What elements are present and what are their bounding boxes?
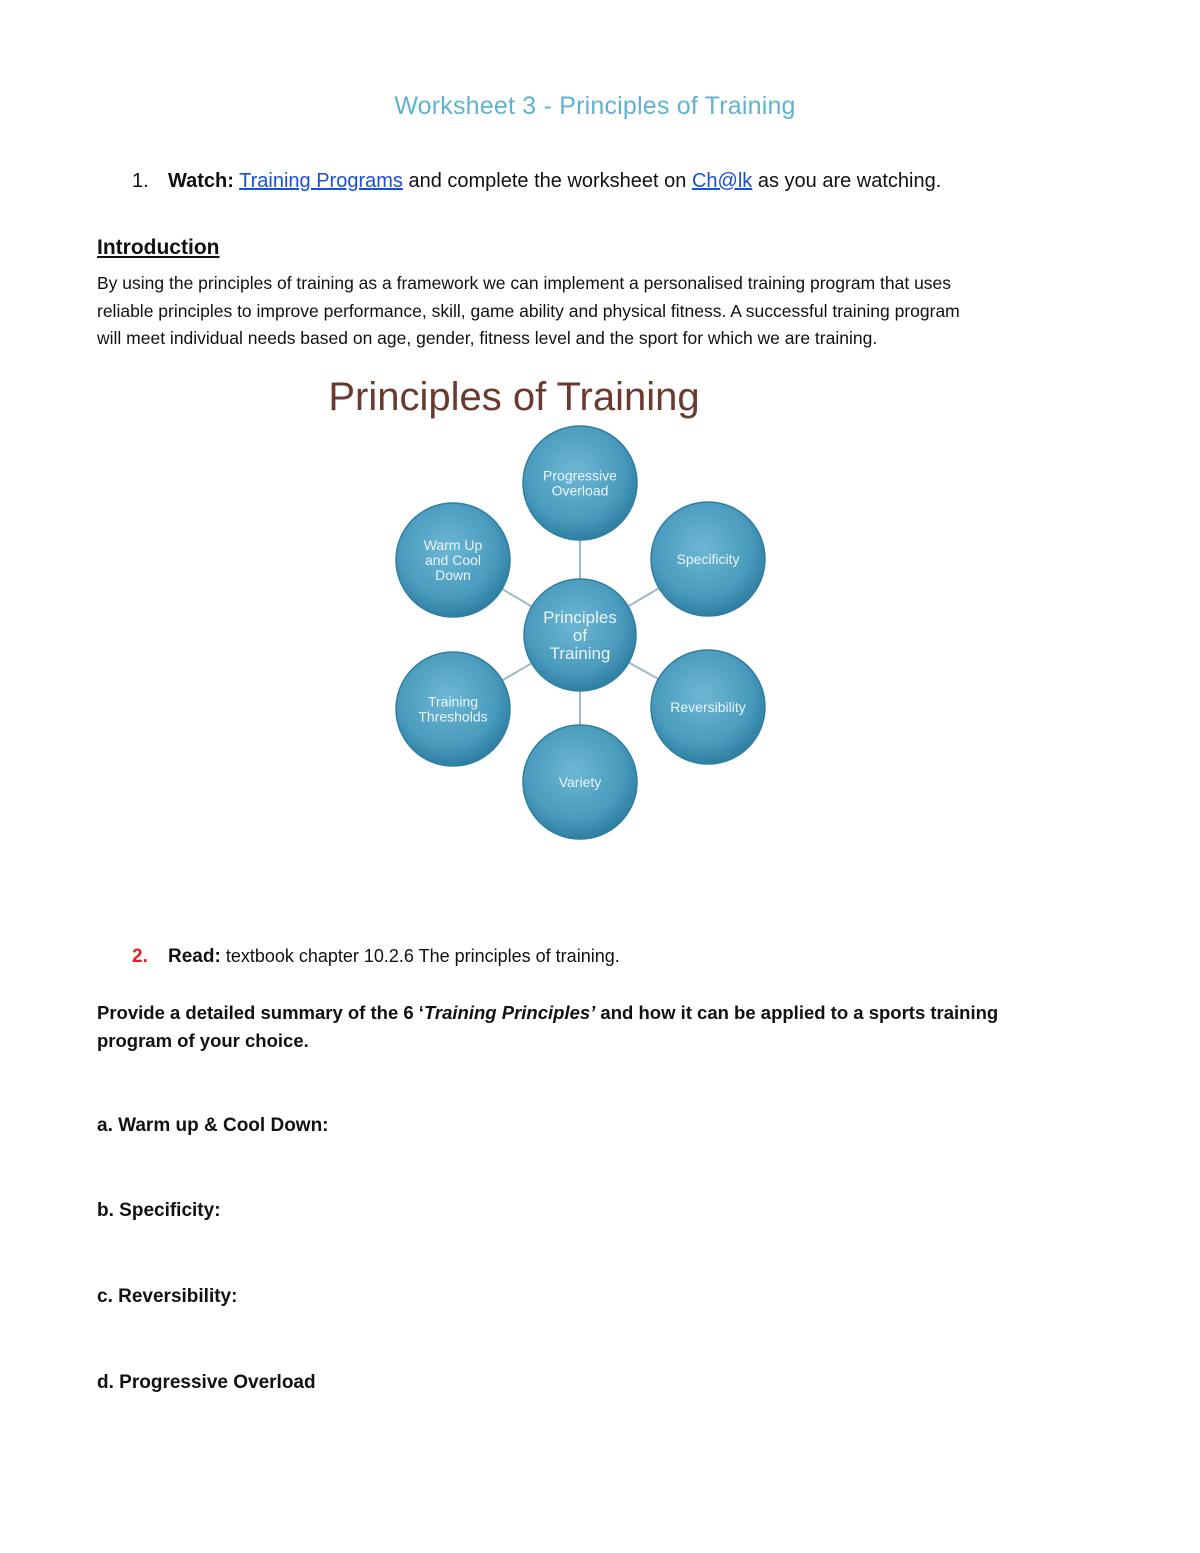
intro-line: will meet individual needs based on age, gender, fitness level and the sport for which we are training. [97,328,878,348]
principle-node [523,426,637,540]
question-warm-up: a. Warm up & Cool Down: [97,1115,329,1136]
principle-label: Specificity [676,550,740,567]
center-node [524,579,636,691]
question-specificity: b. Specificity: [97,1200,221,1221]
connector-line [502,663,531,680]
principle-label: Variety [558,773,602,790]
center-label: of [572,625,588,645]
connector-line [628,588,659,606]
principle-label: and Cool [424,551,482,568]
task-text: Provide a detailed summary of the 6 ‘ [97,1002,424,1023]
task-line-1 [97,999,1057,1027]
principle-label: Down [435,566,471,583]
training-programs-link[interactable]: Training Programs [239,170,403,192]
principle-label: Overload [551,482,609,499]
intro-line: By using the principles of training as a framework we can implement a personalised training program that uses [97,273,952,293]
read-label: Read: [168,946,221,967]
watch-label: Watch: [168,170,234,192]
introduction-paragraph [97,270,1097,353]
connector-line [502,589,532,607]
task-prompt [97,999,1057,1055]
item-number: 2. [132,946,148,967]
principle-label: Thresholds [418,708,488,725]
task-emphasis: Training Principles’ [423,1002,596,1023]
principle-node [523,725,637,839]
intro-line: reliable principles to improve performance, skill, game ability and physical fitness. A successful training program [97,300,960,321]
item-number: 1. [132,170,149,192]
principle-label: Progressive [543,467,617,484]
principle-node [651,650,765,764]
chalk-link[interactable]: Ch@lk [691,170,753,192]
watch-instruction [132,170,941,193]
principle-label: Warm Up [423,536,483,553]
watch-text-end: as you are watching. [757,170,942,192]
principles-diagram [312,360,812,850]
principle-label: Reversibility [670,698,746,715]
introduction-heading: Introduction [97,236,220,259]
question-reversibility: c. Reversibility: [97,1286,238,1307]
task-text: and how it can be applied to a sports training [595,1002,999,1023]
principle-node [396,503,510,617]
center-label: Principles [543,607,617,627]
center-label: Training [549,643,611,663]
watch-text-mid: and complete the worksheet on [408,170,687,192]
read-text: textbook chapter 10.2.6 The principles of training. [225,946,620,966]
page-title: Worksheet 3 - Principles of Training [394,92,796,120]
task-line-2: program of your choice. [97,1030,309,1051]
principle-node [396,652,510,766]
question-progressive-overload: d. Progressive Overload [97,1372,316,1393]
principles-diagram-svg [312,360,812,850]
principle-node [651,502,765,616]
connector-line [629,662,659,679]
diagram-heading: Principles of Training [328,375,700,419]
principle-label: Training [427,693,479,710]
read-instruction [132,946,620,968]
